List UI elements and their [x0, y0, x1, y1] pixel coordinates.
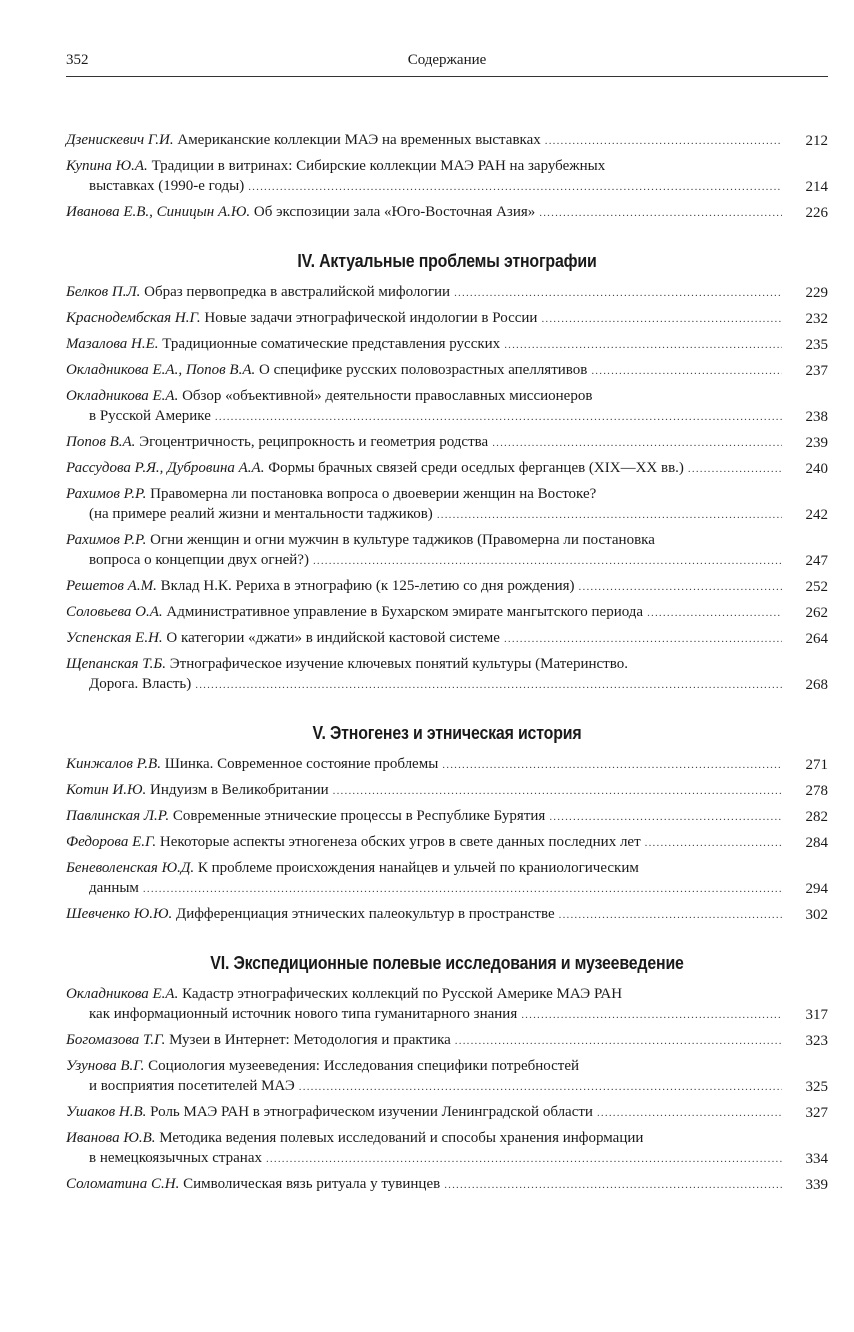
entry-line	[66, 504, 786, 525]
entry-author: Рахимов Р.Р.	[66, 532, 147, 548]
entry-page-number: 240	[805, 461, 828, 477]
entry-title: в немецкоязычных странах	[89, 1150, 262, 1166]
entry-page-number: 252	[805, 579, 828, 595]
dot-leader	[521, 1005, 782, 1025]
table-of-contents	[66, 130, 828, 1200]
entry-author: Купина Ю.А.	[66, 158, 148, 174]
toc-section	[66, 228, 828, 695]
toc-entry[interactable]	[66, 530, 828, 571]
entry-page-number: 226	[805, 205, 828, 221]
dot-leader	[455, 1031, 782, 1051]
entry-line	[66, 1128, 786, 1148]
entry-title: Шинка. Современное состояние проблемы	[164, 756, 439, 772]
spacer	[66, 744, 828, 754]
toc-entry[interactable]	[66, 628, 828, 649]
toc-entry[interactable]	[66, 360, 828, 381]
entry-line	[66, 1076, 786, 1097]
entry-page-number: 327	[805, 1105, 828, 1121]
toc-entry[interactable]	[66, 202, 828, 223]
spacer	[66, 700, 828, 722]
entry-line	[66, 484, 786, 504]
entry-title: О специфике русских половозрастных апеллятивов	[259, 362, 588, 378]
entry-page-number: 232	[805, 311, 828, 327]
entry-page-number: 242	[805, 507, 828, 523]
entry-author: Беневоленская Ю.Д.	[66, 860, 195, 876]
entry-line	[66, 176, 786, 197]
entry-line	[66, 202, 786, 223]
toc-entry[interactable]	[66, 1056, 828, 1097]
entry-title: Социология музееведения: Исследования специфики потребностей	[148, 1058, 580, 1074]
entry-page-number: 238	[805, 409, 828, 425]
entry-page-number: 334	[805, 1151, 828, 1167]
entry-author: Богомазова Т.Г.	[66, 1032, 166, 1048]
entry-line	[66, 550, 786, 571]
entry-page-number: 264	[805, 631, 828, 647]
entry-title: Вклад Н.К. Рериха в этнографию (к 125-летию со дня рождения)	[160, 578, 575, 594]
toc-entry[interactable]	[66, 1128, 828, 1169]
entry-page-number: 294	[805, 881, 828, 897]
entry-line	[66, 360, 786, 381]
entry-title: Символическая вязь ритуала у тувинцев	[183, 1176, 441, 1192]
entry-page-number: 284	[805, 835, 828, 851]
entry-author: Краснодембская Н.Г.	[66, 310, 201, 326]
entry-title: Этнографическое изучение ключевых понятий культуры (Материнство.	[169, 656, 628, 672]
entry-title: и восприятия посетителей МАЭ	[89, 1078, 295, 1094]
entry-page-number: 282	[805, 809, 828, 825]
entry-author: Щепанская Т.Б.	[66, 656, 167, 672]
dot-leader	[454, 283, 782, 303]
entry-line	[66, 1102, 786, 1123]
dot-leader	[248, 177, 782, 197]
entry-line	[66, 806, 786, 827]
toc-entry[interactable]	[66, 904, 828, 925]
entry-author: Павлинская Л.Р.	[66, 808, 170, 824]
dot-leader	[492, 433, 782, 453]
entry-title: Образ первопредка в австралийской мифологии	[144, 284, 451, 300]
spacer	[66, 228, 828, 250]
entry-title: выставках (1990-е годы)	[89, 178, 245, 194]
page-number: 352	[66, 52, 89, 68]
toc-entry[interactable]	[66, 282, 828, 303]
entry-line	[66, 386, 786, 406]
entry-author: Дзенискевич Г.И.	[66, 132, 174, 148]
dot-leader	[313, 551, 782, 571]
spacer	[66, 272, 828, 282]
entry-line	[66, 156, 786, 176]
entry-title: К проблеме происхождения нанайцев и ульчей по краниологическим	[197, 860, 639, 876]
entry-line	[66, 308, 786, 329]
entry-author: Федорова Е.Г.	[66, 834, 157, 850]
section-heading: IV. Актуальные проблемы этнографии	[297, 250, 597, 271]
entry-title: Традиционные соматические представления русских	[162, 336, 501, 352]
entry-title: Огни женщин и огни мужчин в культуре таджиков (Правомерна ли постановка	[150, 532, 655, 548]
entry-line	[66, 674, 786, 695]
entry-author: Соломатина С.Н.	[66, 1176, 180, 1192]
entry-author: Попов В.А.	[66, 434, 136, 450]
dot-leader	[539, 203, 782, 223]
entry-title: Дорога. Власть)	[89, 676, 192, 692]
entry-line	[66, 780, 786, 801]
dot-leader	[195, 675, 782, 695]
dot-leader	[545, 131, 782, 151]
entry-title: О категории «джати» в индийской кастовой системе	[166, 630, 500, 646]
dot-leader	[645, 833, 782, 853]
entry-author: Решетов А.М.	[66, 578, 157, 594]
entry-title: Некоторые аспекты этногенеза обских угров в свете данных последних лет	[159, 834, 641, 850]
running-title: Содержание	[407, 52, 487, 68]
entry-title: как информационный источник нового типа гуманитарного знания	[89, 1006, 518, 1022]
toc-entry[interactable]	[66, 1174, 828, 1195]
entry-line	[66, 530, 786, 550]
entry-page-number: 317	[805, 1007, 828, 1023]
dot-leader	[266, 1149, 782, 1169]
entry-title: Американские коллекции МАЭ на временных выставках	[177, 132, 541, 148]
dot-leader	[504, 335, 782, 355]
entry-line	[66, 406, 786, 427]
entry-author: Ушаков Н.В.	[66, 1104, 147, 1120]
entry-page-number: 247	[805, 553, 828, 569]
entry-page-number: 339	[805, 1177, 828, 1193]
entry-line	[66, 130, 786, 151]
entry-author: Соловьева О.А.	[66, 604, 163, 620]
entry-author: Успенская Е.Н.	[66, 630, 163, 646]
entry-line	[66, 904, 786, 925]
entry-page-number: 325	[805, 1079, 828, 1095]
entry-title: Кадастр этнографических коллекций по Русской Америке МАЭ РАН	[182, 986, 623, 1002]
entry-title: (на примере реалий жизни и ментальности таджиков)	[89, 506, 433, 522]
entry-page-number: 212	[805, 133, 828, 149]
entry-line	[66, 1030, 786, 1051]
entry-line	[66, 282, 786, 303]
dot-leader	[442, 755, 782, 775]
toc-entry[interactable]	[66, 984, 828, 1025]
entry-author: Котин И.Ю.	[66, 782, 147, 798]
entry-title: Традиции в витринах: Сибирские коллекции МАЭ РАН на зарубежных	[151, 158, 606, 174]
entry-line	[66, 576, 786, 597]
entry-page-number: 278	[805, 783, 828, 799]
entry-title: Роль МАЭ РАН в этнографическом изучении Ленинградской области	[150, 1104, 593, 1120]
toc-entry[interactable]	[66, 858, 828, 899]
toc-section	[66, 130, 828, 223]
entry-line	[66, 832, 786, 853]
toc-entry[interactable]	[66, 334, 828, 355]
entry-author: Шевченко Ю.Ю.	[66, 906, 173, 922]
entry-title: данным	[89, 880, 139, 896]
entry-title: Административное управление в Бухарском эмирате мангытского периода	[166, 604, 644, 620]
entry-title: Методика ведения полевых исследований и способы хранения информации	[159, 1130, 644, 1146]
dot-leader	[559, 905, 782, 925]
toc-entry[interactable]	[66, 156, 828, 197]
section-heading: V. Этногенез и этническая история	[312, 722, 582, 743]
toc-entry[interactable]	[66, 386, 828, 427]
entry-author: Окладникова Е.А.	[66, 388, 179, 404]
dot-leader	[299, 1077, 782, 1097]
entry-page-number: 268	[805, 677, 828, 693]
entry-title: Обзор «объективной» деятельности православных миссионеров	[182, 388, 593, 404]
dot-leader	[591, 361, 782, 381]
entry-line	[66, 1148, 786, 1169]
entry-line	[66, 432, 786, 453]
entry-title: вопроса о концепции двух огней?)	[89, 552, 309, 568]
entry-line	[66, 1004, 786, 1025]
dot-leader	[215, 407, 782, 427]
entry-title: Формы брачных связей среди оседлых ферганцев (XIX—XX вв.)	[268, 460, 684, 476]
toc-entry[interactable]	[66, 458, 828, 479]
spacer	[66, 930, 828, 952]
entry-title: Дифференциация этнических палеокультур в пространстве	[175, 906, 555, 922]
dot-leader	[504, 629, 782, 649]
dot-leader	[333, 781, 782, 801]
toc-entry[interactable]	[66, 602, 828, 623]
entry-line	[66, 602, 786, 623]
entry-page-number: 262	[805, 605, 828, 621]
entry-author: Кинжалов Р.В.	[66, 756, 161, 772]
entry-title: Об экспозиции зала «Юго-Восточная Азия»	[253, 204, 536, 220]
entry-title: в Русской Америке	[89, 408, 211, 424]
toc-section	[66, 700, 828, 925]
entry-page-number: 323	[805, 1033, 828, 1049]
entry-title: Современные этнические процессы в Республике Бурятия	[172, 808, 546, 824]
toc-entry[interactable]	[66, 1102, 828, 1123]
entry-line	[66, 458, 786, 479]
entry-line	[66, 628, 786, 649]
dot-leader	[143, 879, 782, 899]
entry-author: Иванова Ю.В.	[66, 1130, 156, 1146]
toc-entry[interactable]	[66, 484, 828, 525]
header-rule	[66, 76, 828, 77]
entry-page-number: 302	[805, 907, 828, 923]
entry-author: Окладникова Е.А., Попов В.А.	[66, 362, 256, 378]
toc-entry[interactable]	[66, 130, 828, 151]
entry-title: Индуизм в Великобритании	[149, 782, 329, 798]
entry-author: Мазалова Н.Е.	[66, 336, 159, 352]
entry-line	[66, 1174, 786, 1195]
entry-title: Музеи в Интернет: Методология и практика	[169, 1032, 451, 1048]
toc-entry[interactable]	[66, 1030, 828, 1051]
spacer	[66, 974, 828, 984]
toc-entry[interactable]	[66, 576, 828, 597]
entry-title: Новые задачи этнографической индологии в России	[204, 310, 538, 326]
entry-author: Рахимов Р.Р.	[66, 486, 147, 502]
dot-leader	[541, 309, 782, 329]
toc-entry[interactable]	[66, 654, 828, 695]
toc-entry[interactable]	[66, 432, 828, 453]
entry-author: Узунова В.Г.	[66, 1058, 145, 1074]
toc-section	[66, 930, 828, 1195]
entry-line	[66, 984, 786, 1004]
entry-author: Рассудова Р.Я., Дубровина А.А.	[66, 460, 265, 476]
toc-entry[interactable]	[66, 832, 828, 853]
entry-line	[66, 858, 786, 878]
entry-page-number: 229	[805, 285, 828, 301]
entry-page-number: 235	[805, 337, 828, 353]
dot-leader	[549, 807, 782, 827]
entry-author: Иванова Е.В., Синицын А.Ю.	[66, 204, 251, 220]
entry-line	[66, 654, 786, 674]
dot-leader	[437, 505, 782, 525]
dot-leader	[597, 1103, 782, 1123]
entry-author: Окладникова Е.А.	[66, 986, 179, 1002]
entry-line	[66, 878, 786, 899]
entry-page-number: 239	[805, 435, 828, 451]
section-heading: VI. Экспедиционные полевые исследования и музееведение	[210, 952, 684, 973]
entry-author: Белков П.Л.	[66, 284, 141, 300]
dot-leader	[688, 459, 782, 479]
toc-entry[interactable]	[66, 308, 828, 329]
entry-line	[66, 754, 786, 775]
entry-title: Эгоцентричность, реципрокность и геометрия родства	[139, 434, 489, 450]
toc-entry[interactable]	[66, 806, 828, 827]
entry-page-number: 214	[805, 179, 828, 195]
dot-leader	[444, 1175, 782, 1195]
entry-line	[66, 1056, 786, 1076]
toc-entry[interactable]	[66, 780, 828, 801]
entry-page-number: 237	[805, 363, 828, 379]
entry-line	[66, 334, 786, 355]
toc-entry[interactable]	[66, 754, 828, 775]
dot-leader	[647, 603, 782, 623]
dot-leader	[579, 577, 782, 597]
entry-page-number: 271	[805, 757, 828, 773]
entry-title: Правомерна ли постановка вопроса о двоеверии женщин на Востоке?	[150, 486, 597, 502]
running-head	[66, 52, 828, 74]
